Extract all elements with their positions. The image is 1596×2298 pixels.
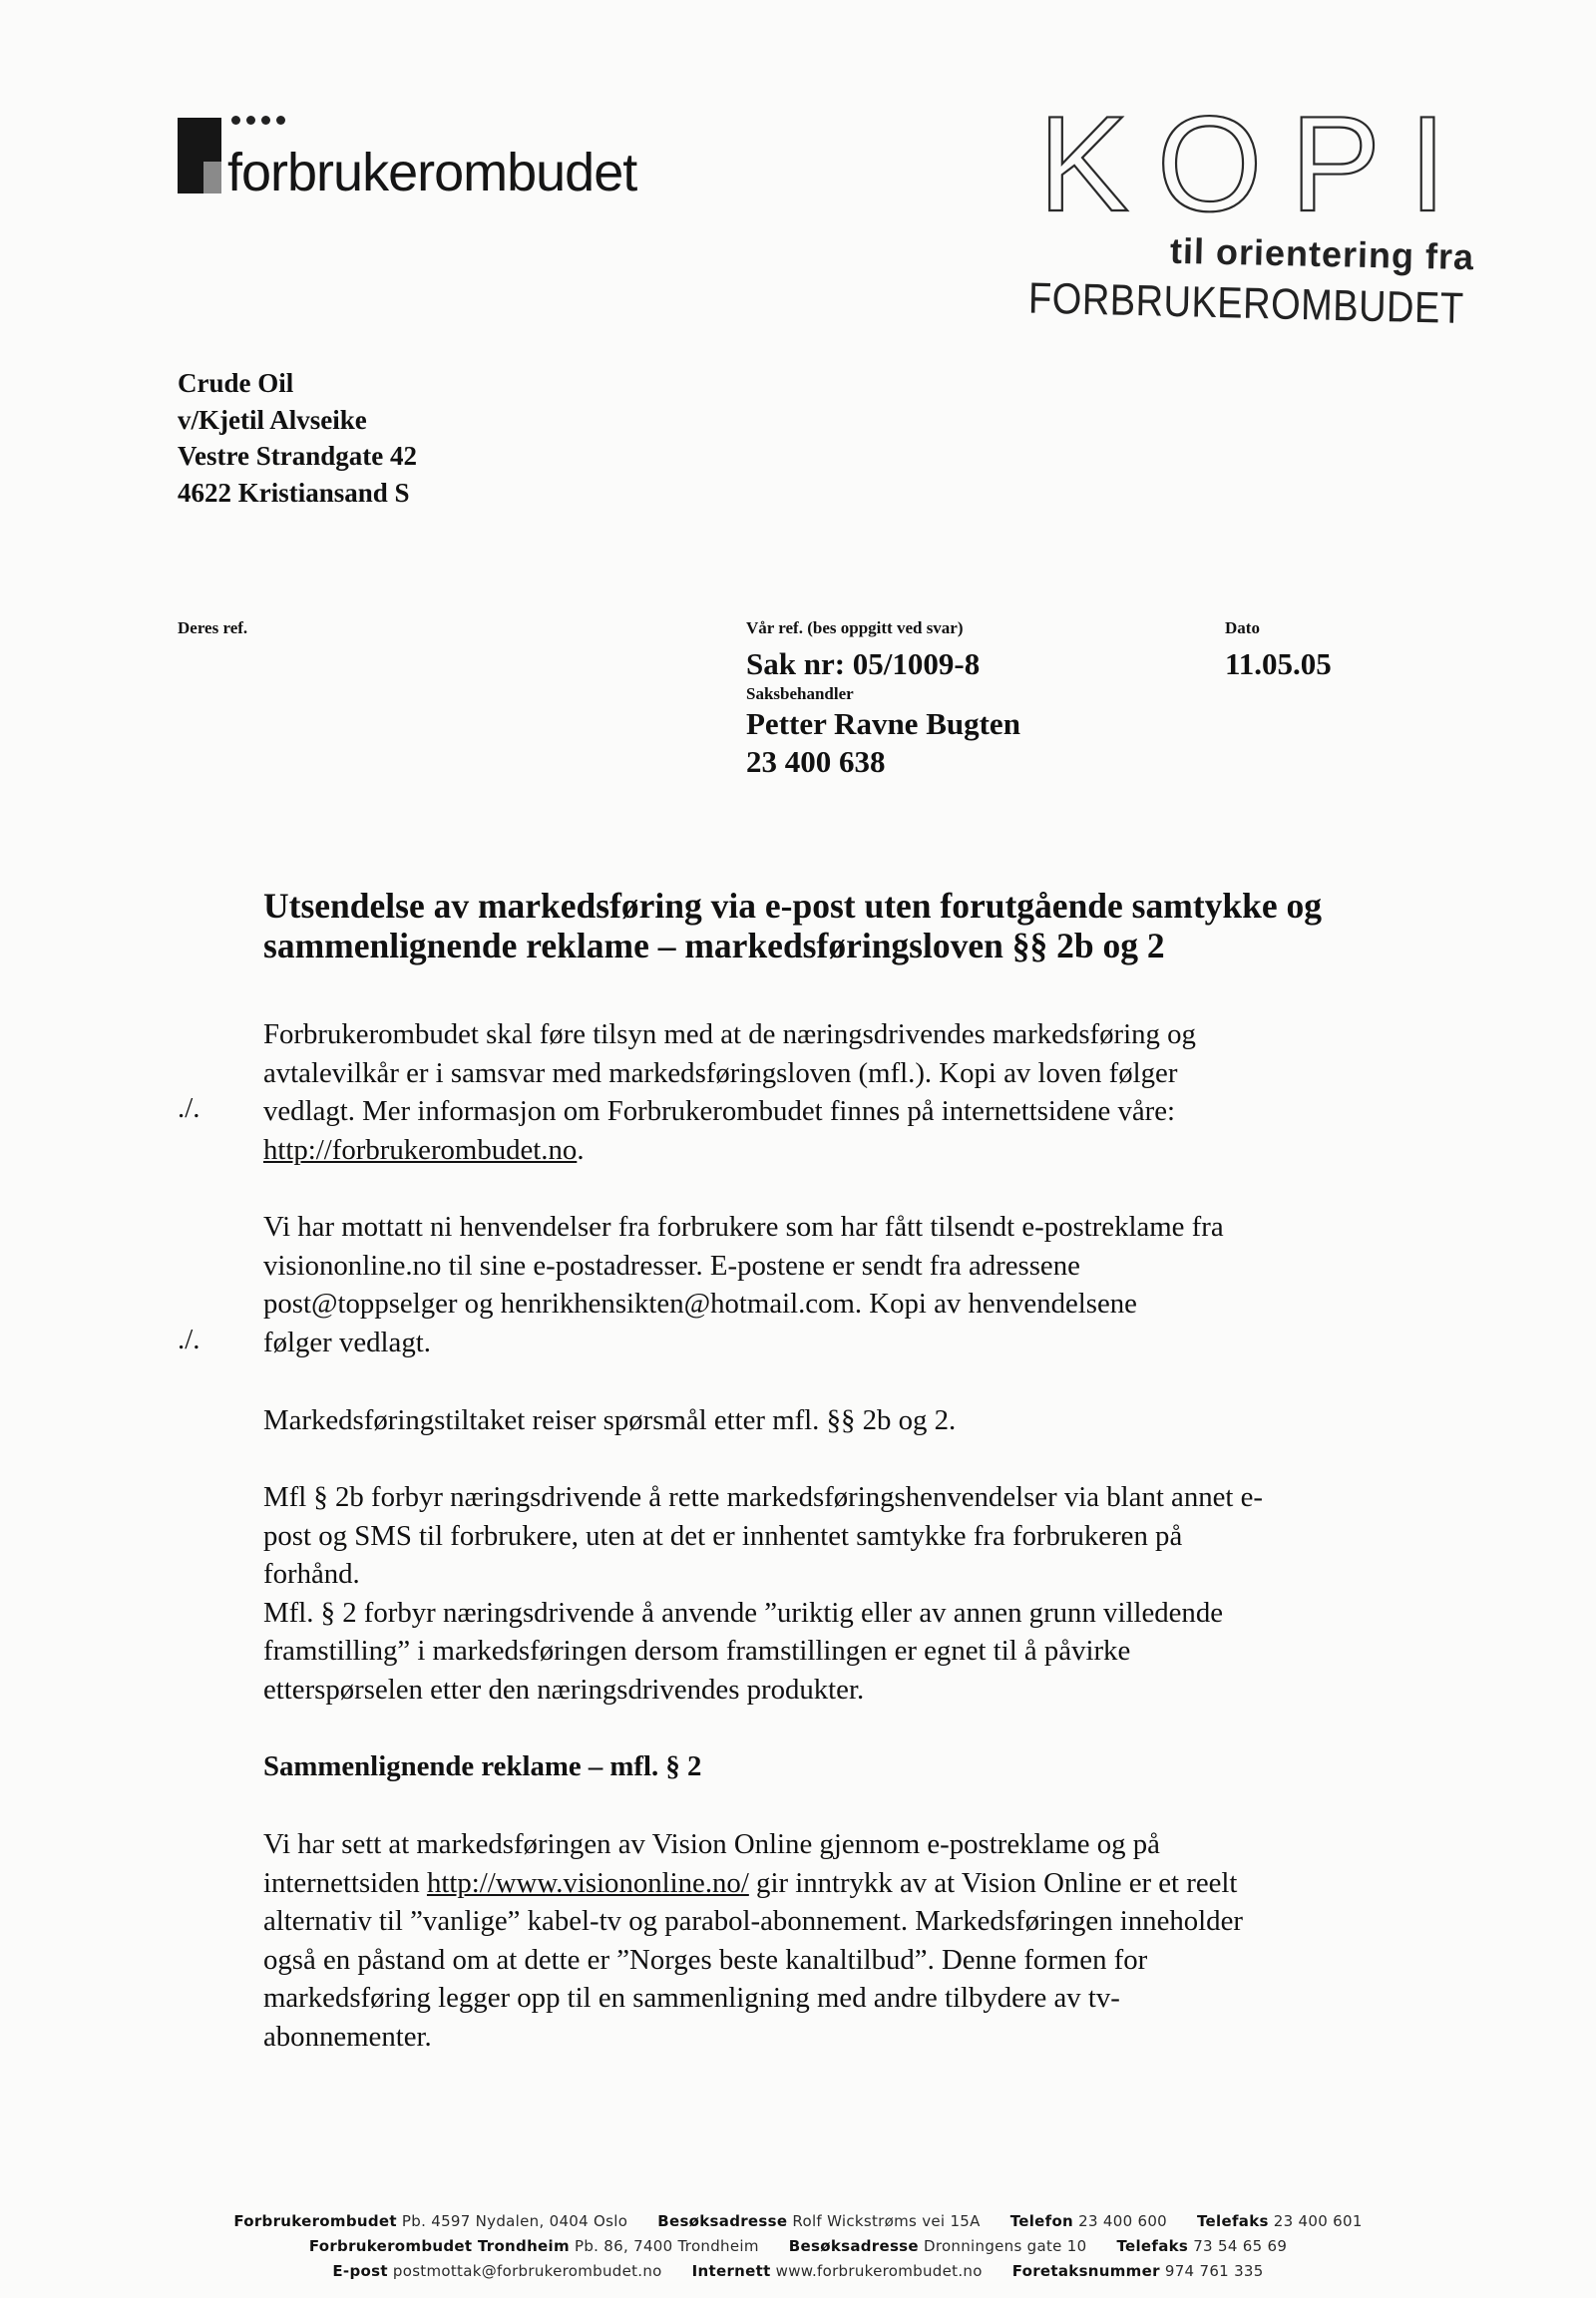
case-number: Sak nr: 05/1009-8 [746, 646, 981, 681]
text-line: visiononline.no til sine e-postadresser. E-postene er sendt fra adressene [263, 1249, 1080, 1282]
stamp-sender: FORBRUKEROMBUDET [1028, 274, 1465, 334]
text-line: Vi har mottatt ni henvendelser fra forbrukere som har fått tilsendt e-postreklame fra [263, 1211, 1224, 1243]
text-line: vedlagt. Mer informasjon om Forbrukerombudet finnes på internettsidene våre: [263, 1095, 1176, 1127]
recipient-line: Vestre Strandgate 42 [178, 441, 417, 471]
forbrukerombudet-link[interactable]: http://forbrukerombudet.no [263, 1133, 578, 1166]
text-line: Mfl. § 2 forbyr næringsdrivende å anvende ”uriktig eller av annen grunn villedende [263, 1596, 1223, 1629]
footer-address: Pb. 4597 Nydalen, 0404 Oslo [401, 2212, 628, 2230]
footer-label: E-post [332, 2262, 388, 2280]
footer-label: Besøksadresse [657, 2212, 788, 2230]
text-line: abonnementer. [263, 2020, 432, 2053]
footer-fax: 23 400 601 [1273, 2212, 1363, 2230]
footer-label: Internett [691, 2262, 771, 2280]
recipient-line: v/Kjetil Alvseike [178, 404, 367, 435]
paragraph-law [263, 1478, 1460, 1709]
text-line: Mfl § 2b forbyr næringsdrivende å rette markedsføringshenvendelser via blant annet e- [263, 1481, 1263, 1513]
footer-visit: Dronningens gate 10 [923, 2237, 1087, 2255]
footer-email[interactable]: postmottak@forbrukerombudet.no [392, 2262, 662, 2280]
text-line: post og SMS til forbrukere, uten at det er innhentet samtykke fra forbrukeren på [263, 1519, 1183, 1552]
recipient-line: 4622 Kristiansand S [178, 477, 410, 508]
case-handler-label: Saksbehandler [746, 684, 854, 703]
dato-label: Dato [1225, 618, 1260, 637]
paragraph-comparison [263, 1825, 1460, 2056]
footer-org: Forbrukerombudet [233, 2212, 397, 2230]
text-line: også en påstand om at dette er ”Norges beste kanaltilbud”. Denne formen for [263, 1943, 1148, 1976]
text-fragment: . [577, 1133, 585, 1166]
footer-address: Pb. 86, 7400 Trondheim [574, 2237, 759, 2255]
footer-visit: Rolf Wickstrøms vei 15A [792, 2212, 981, 2230]
stamp-orientation: til orientering fra [1169, 229, 1475, 278]
text-line: Forbrukerombudet skal føre tilsyn med at de næringsdrivendes markedsføring og [263, 1018, 1196, 1050]
text-line: markedsføring legger opp til en sammenligning med andre tilbydere av tv- [263, 1982, 1120, 2014]
footer-label: Telefaks [1116, 2237, 1189, 2255]
footer-row-oslo [0, 2212, 1596, 2230]
logo-text: forbrukerombudet [227, 143, 637, 202]
text-line: alternativ til ”vanlige” kabel-tv og parabol-abonnement. Markedsføringen inneholder [263, 1905, 1243, 1937]
text-line: Vi har sett at markedsføringen av Vision Online gjennom e-postreklame og på [263, 1828, 1160, 1860]
logo-dots [231, 112, 351, 130]
text-line: framstilling” i markedsføringen dersom framstillingen er egnet til å påvirke [263, 1635, 1131, 1667]
footer-website[interactable]: www.forbrukerombudet.no [775, 2262, 983, 2280]
text-line: forhånd. [263, 1558, 360, 1590]
case-handler-phone: 23 400 638 [746, 744, 886, 779]
attachment-marker: ./. [178, 1324, 200, 1355]
text-fragment: internettsiden [263, 1866, 427, 1899]
title-line: Utsendelse av markedsføring via e-post uten forutgående samtykke og [263, 886, 1323, 926]
text-line: følger vedlagt. [263, 1326, 431, 1358]
kopi-stamp [1028, 88, 1494, 334]
text-line [263, 1864, 1460, 1903]
deres-ref-label: Deres ref. [178, 618, 248, 637]
footer-phone: 23 400 600 [1078, 2212, 1168, 2230]
text-line: post@toppselger og henrikhensikten@hotmail.com. Kopi av henvendelsene [263, 1288, 1137, 1320]
footer-row-trondheim [0, 2237, 1596, 2255]
logo-mark [178, 118, 223, 193]
text-line: etterspørselen etter den næringsdrivendes produkter. [263, 1673, 865, 1706]
attachment-marker: ./. [178, 1092, 200, 1124]
footer-org-number: 974 761 335 [1164, 2262, 1264, 2280]
footer-label: Telefaks [1197, 2212, 1269, 2230]
footer-org: Forbrukerombudet Trondheim [308, 2237, 570, 2255]
visiononline-link[interactable]: http://www.visiononline.no/ [426, 1866, 749, 1899]
var-ref-label: Vår ref. (bes oppgitt ved svar) [746, 618, 964, 637]
recipient-address [178, 365, 417, 511]
text-fragment: gir inntrykk av at Vision Online er et reelt [748, 1866, 1238, 1899]
case-handler-name: Petter Ravne Bugten [746, 706, 1020, 741]
paragraph-questions [263, 1401, 1460, 1440]
text-line: Markedsføringstiltaket reiser spørsmål etter mfl. §§ 2b og 2. [263, 1404, 957, 1436]
letter-title [263, 886, 1520, 965]
text-line: avtalevilkår er i samsvar med markedsføringsloven (mfl.). Kopi av loven følger [263, 1056, 1178, 1089]
footer-label: Besøksadresse [788, 2237, 919, 2255]
footer-label: Foretaksnummer [1011, 2262, 1160, 2280]
footer-row-contact [0, 2262, 1596, 2280]
date: 11.05.05 [1225, 646, 1332, 681]
section-heading: Sammenlignende reklame – mfl. § 2 [263, 1750, 702, 1782]
paragraph-complaints [263, 1208, 1460, 1361]
text-line [263, 1131, 1460, 1170]
footer-fax: 73 54 65 69 [1193, 2237, 1288, 2255]
footer-label: Telefon [1009, 2212, 1074, 2230]
stamp-kopi: KOPI [1038, 88, 1474, 239]
title-line: sammenlignende reklame – markedsføringsloven §§ 2b og 2 [263, 926, 1165, 965]
recipient-line: Crude Oil [178, 368, 294, 398]
paragraph-intro [263, 1015, 1460, 1169]
